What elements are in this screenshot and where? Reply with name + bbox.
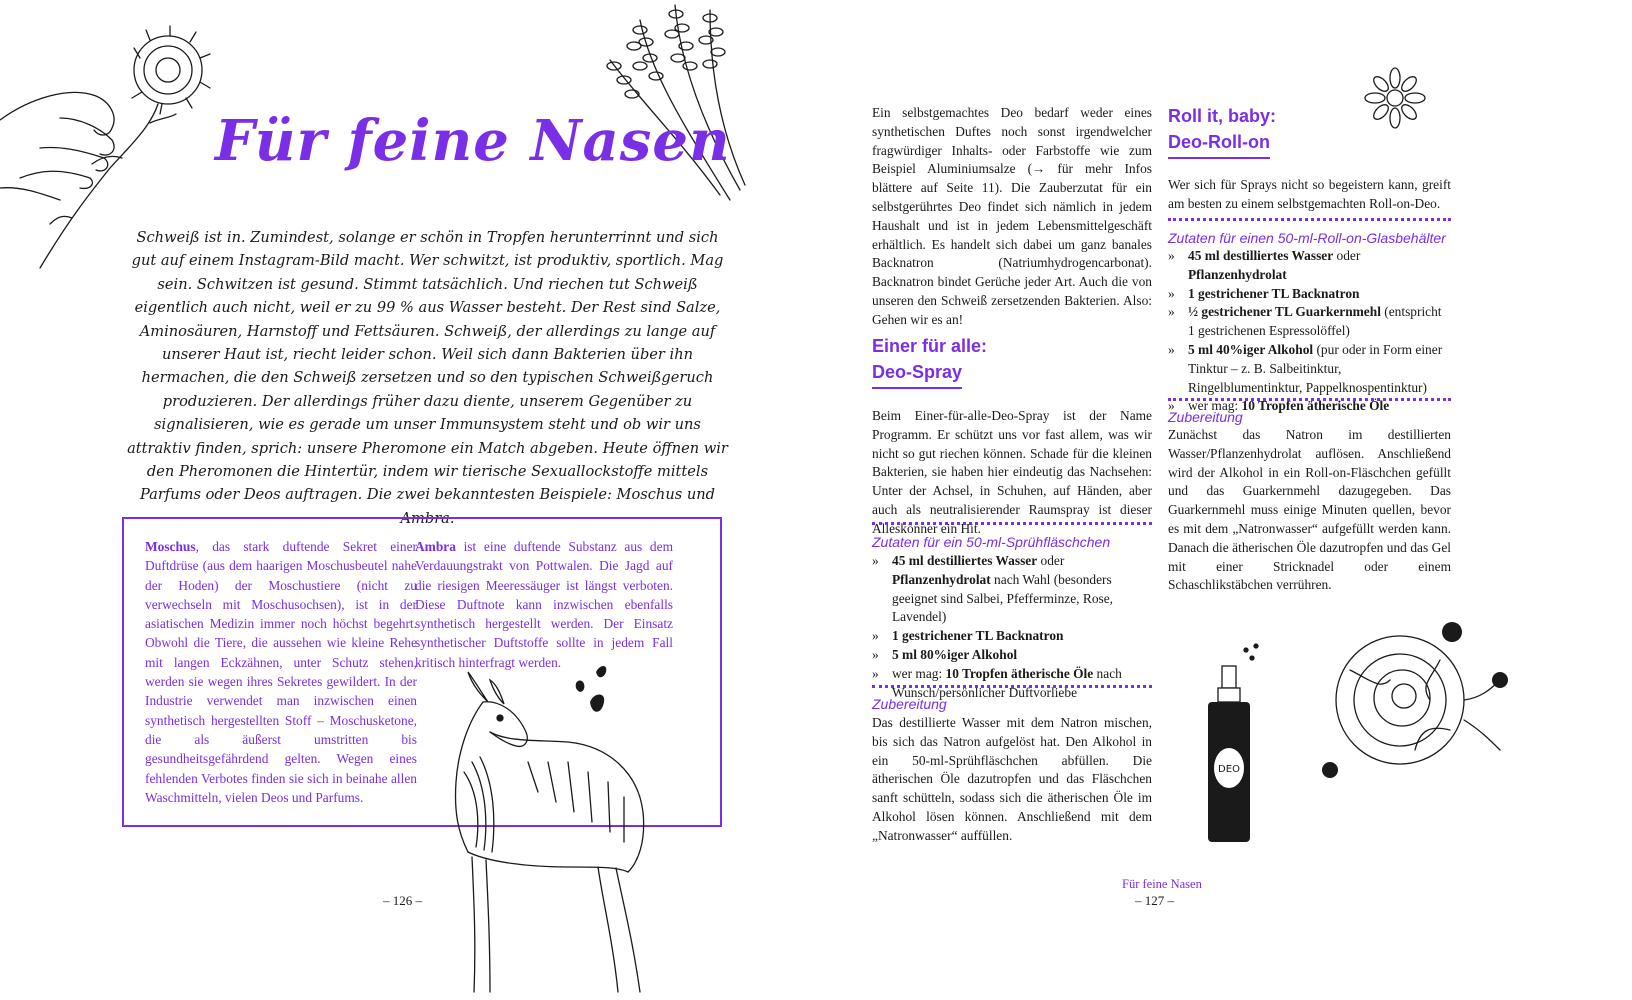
page-title: Für feine Nasen (215, 108, 731, 174)
spray-ingredients-title: Zutaten für ein 50-ml-Sprühfläschchen (872, 534, 1111, 550)
ambra-text: Ambra ist eine duftende Substanz aus dem Verdauungstrakt von Pottwalen. Die Jagd auf die riesigen Meeressäuger ist längst verboten. Diese Duftnote kann inzwischen ebenfalls synthetisch hergestellt werden. Der Einsatz synthetischer Duftstoffe sollte in jedem Fall kritisch hinterfragt werden. (415, 539, 673, 670)
heading-deo-roll-on: Roll it, baby: Deo-Roll-on (1168, 103, 1276, 159)
spray-preparation-text: Das destillierte Wasser mit dem Natron mischen, bis sich das Natron aufgelöst hat. Den Alkohol in ein 50-ml-Sprühfläschchen abfüllen. Die ätherischen Öle dazutropfen und das Fläschchen sanft schütteln, sodass sich die ätherischen Öle im Alkohol lösen können. Anschließend mit dem „Natronwasser“ auffüllen. (872, 715, 1152, 843)
spray-preparation-title: Zubereitung (872, 696, 947, 712)
roll-on-preparation-text: Zunächst das Natron im destillierten Wasser/Pflanzenhydrolat auflösen. Anschließend wird der Alkohol in ein Roll-on-Fläschchen gefüllt und das Guarkernmehl dazugegeben. Das Guarkernmehl muss einige Minuten quellen, bevor es mit dem „Natronwasser“ aufgefüllt werden kann. Danach die ätherischen Öle dazutropfen und das Gel mit einer Stricknadel oder einem Schaschlikstäbchen verrühren. (1168, 427, 1451, 593)
moschus-term: Moschus (145, 539, 196, 554)
deo-spray-description: Beim Einer-für-alle-Deo-Spray ist der Name Programm. Er schützt uns vor fast allem, was wir nicht so gut riechen können. Schade für die kleinen Bakterien, sie haben hier eindeutig das Nachsehen: Unter der Achsel, in Schuhen, auf Händen, aber auch als neutralisierender Raumspray ist dieser Alleskönner ein Hit. (872, 408, 1152, 536)
list-item: » 45 ml destilliertes Wasser oder Pflanzenhydrolat (1168, 247, 1451, 285)
daisy-icon (1365, 68, 1425, 128)
list-item: » wer mag: 10 Tropfen ätherische Öle (1168, 397, 1451, 416)
divider (872, 685, 1152, 688)
spray-ingredients-list (872, 552, 1152, 702)
roll-on-preparation-title: Zubereitung (1168, 409, 1243, 425)
running-footer-title: Für feine Nasen (1122, 877, 1202, 891)
roll-on-description: Wer sich für Sprays nicht so begeistern kann, greift am besten zu einem selbstgemachten Roll-on-Deo. (1168, 177, 1451, 211)
intro-paragraph: Schweiß ist in. Zumindest, solange er schön in Tropfen herunterrinnt und sich gut auf einem Instagram-Bild macht. Wer schwitzt, ist produktiv, sportlich. Mag sein. Schwitzen ist gesund. Stimmt tatsächlich. Und riechen tut Schweiß eigentlich auch nicht, weil er zu 99 % aus Wasser besteht. Der Rest sind Salze, Aminosäuren, Harnstoff und Fettsäuren. Schweiß, der allerdings zu lange auf unserer Haut ist, riecht leider schon. Weil sich dann Bakterien über ihn hermachen, die den Schweiß zersetzen und so den typischen Schweißgeruch produzieren. Der allerdings früher dazu diente, unserem Gegenüber zu signalisieren, wie es gerade um unser Immunsystem steht und ob wir uns attraktiv finden, sprich: unsere Pheromone ein Match abgeben. Heute öffnen wir den Pheromonen die Hintertür, indem wir tierische Sexuallockstoffe mittels Parfums oder Deos auftragen. Die zwei bekanntesten Beispiele: Moschus und Ambra. (127, 229, 728, 527)
bottle-label: DEO (1218, 764, 1240, 775)
roll-on-ingredients-title: Zutaten für einen 50-ml-Roll-on-Glasbehälter (1168, 230, 1446, 246)
deo-intro-paragraph: Ein selbstgemachtes Deo bedarf weder eines synthetischen Duftes noch sonst irgendwelcher fragwürdiger Inhalts- oder Farbstoffe wie zum Beispiel Aluminiumsalze (→ für mehr Infos blättere auf Seite 11). Die Zauberzutat für ein selbstgerührtes Deo findet sich nämlich in jedem Haushalt und ist in jedem Lebensmittelgeschäft erhältlich. Es handelt sich dabei um ganz banales Backnatron (Natriumhydrogencarbonat). Backnatron bindet Gerüche jeder Art. Auch die von unseren den Schweiß zersetzenden Bakterien. Also: Gehen wir es an! (872, 105, 1152, 327)
roll-on-ingredients-list (1168, 247, 1451, 416)
list-item: » 45 ml destilliertes Wasser oder Pflanzenhydrolat nach Wahl (besonders geeignet sind Salbei, Pfefferminze, Rose, Lavendel) (872, 552, 1152, 627)
list-item: » 1 gestrichener TL Backnatron (1168, 285, 1451, 304)
heading-deo-spray: Einer für alle: Deo-Spray (872, 333, 987, 389)
list-item: » 5 ml 40%iger Alkohol (pur oder in Form einer Tinktur – z. B. Salbeitinktur, Ringelblumentinktur, Pappelknospentinktur) (1168, 341, 1451, 397)
divider (1168, 218, 1451, 221)
ambra-term: Ambra (415, 539, 456, 554)
lavender-illustration (580, 0, 760, 210)
spray-bottle-illustration (1200, 638, 1280, 848)
divider (872, 522, 1152, 525)
moschus-text: Moschus, das stark duftende Sekret einer Duftdrüse (aus dem haarigen Moschusbeutel nahe der Hoden) der Moschustiere (nicht zu verwechseln mit Moschusochsen), ist in der asiatischen Medizin immer noch höchst begehrt. Obwohl die Tiere, die aussehen wie kleine Rehe mit langen Eckzähnen, unter Schutz stehen, werden sie wegen ihres Sekretes gewildert. In der Industrie verwendet man inzwischen einen synthetisch hergestellten Stoff – Moschusketone, die als äußerst umstritten bis gesundheitsgefährdend gelten. Wegen eines fehlenden Verbotes finden sie sich in beinahe allen Waschmitteln, vielen Deos und Parfums. (145, 539, 417, 805)
list-item: » 5 ml 80%iger Alkohol (872, 646, 1152, 665)
rose-illustration (1290, 610, 1520, 790)
page-number-left: – 126 – (383, 893, 422, 908)
list-item: » 1 gestrichener TL Backnatron (872, 627, 1152, 646)
divider (1168, 398, 1451, 401)
list-item: » ½ gestrichener TL Guarkernmehl (entspricht 1 gestrichenen Espressolöffel) (1168, 303, 1451, 341)
page-number-right: – 127 – (1135, 893, 1174, 908)
musk-deer-illustration (428, 662, 668, 1000)
list-item: » wer mag: 10 Tropfen ätherische Öle nach Wunsch/persönlicher Duftvorliebe (872, 665, 1152, 703)
